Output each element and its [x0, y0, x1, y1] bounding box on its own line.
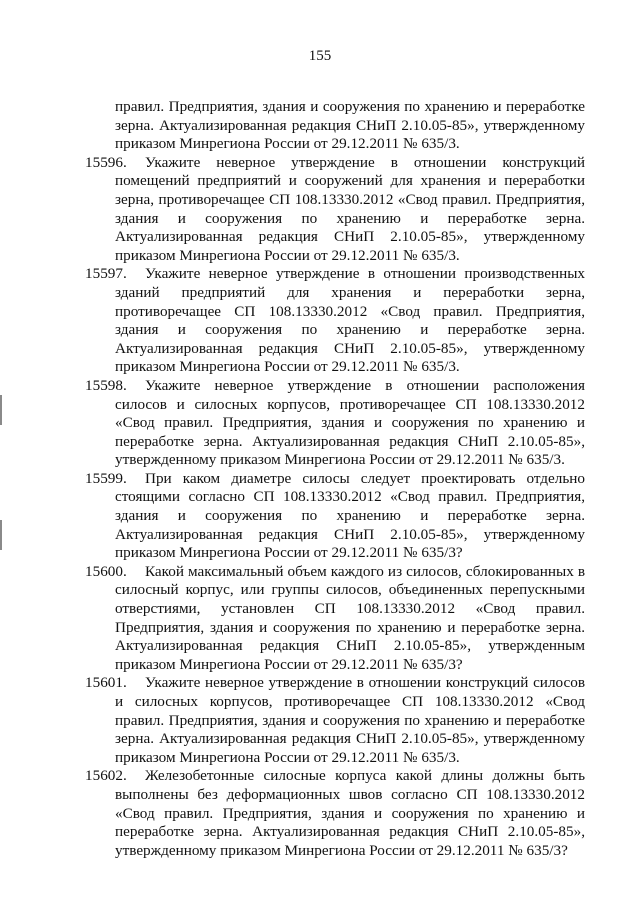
question-text: Укажите неверное утверждение в отношении расположения силосов и силосных корпусов, противоречащее СП 108.13330.2012 «Свод правил. Предприятия, здания и сооружения по хранению и переработке зерна. Актуализированная редакция СНиП 2.10.05-85», утвержденному приказом Минрегиона России от 29.12.2011 № 635/3. — [115, 376, 585, 469]
question-15596 — [85, 153, 585, 266]
question-text: Укажите неверное утверждение в отношении конструкций помещений предприятий и сооружений для хранения и переработки зерна, противоречащее СП 108.13330.2012 «Свод правил. Предприятия, здания и сооружения по хранению и переработке зерна. Актуализированная редакция СНиП 2.10.05-85», утвержденному приказом Минрегиона России от 29.12.2011 № 635/3. — [115, 153, 585, 264]
question-text: При каком диаметре силосы следует проектировать отдельно стоящими согласно СП 108.13330.2012 «Свод правил. Предприятия, здания и сооружения по хранению и переработке зерна. Актуализированная редакция СНиП 2.10.05-85», утвержденному приказом Минрегиона России от 29.12.2011 № 635/3? — [115, 469, 585, 562]
document-body — [85, 98, 585, 860]
question-text: Укажите неверное утверждение в отношении конструкций силосов и силосных корпусов, противоречащее СП 108.13330.2012 «Свод правил. Предприятия, здания и сооружения по хранению и переработке зерна. Актуализированная редакция СНиП 2.10.05-85», утвержденному приказом Минрегиона России от 29.12.2011 № 635/3. — [115, 674, 585, 766]
question-15598 — [85, 376, 585, 470]
question-number: 15599. — [85, 469, 127, 487]
question-15597 — [85, 265, 585, 377]
intro-paragraph: правил. Предприятия, здания и сооружения по хранению и переработке зерна. Актуализированная редакция СНиП 2.10.05-85», утвержденному приказом Минрегиона России от 29.12.2011 № 635/3. — [115, 98, 585, 153]
question-number: 15600. — [85, 562, 127, 580]
scan-edge-mark-bottom — [0, 520, 2, 550]
question-number: 15597. — [85, 265, 127, 283]
question-15599 — [85, 469, 585, 563]
question-15600 — [85, 562, 585, 675]
question-15601 — [85, 674, 585, 767]
question-number: 15596. — [85, 153, 127, 171]
question-text: Какой максимальный объем каждого из силосов, сблокированных в силосный корпус, или группы силосов, объединенных перепускными отверстиями, установлен СП 108.13330.2012 «Свод правил. Предприятия, здания и сооружения по хранению и переработке зерна. Актуализированная редакция СНиП 2.10.05-85», утвержденным приказом Минрегиона России от 29.12.2011 № 635/3? — [115, 562, 585, 673]
question-text: Укажите неверное утверждение в отношении производственных зданий предприятий для хранения и переработки зерна, противоречащее СП 108.13330.2012 «Свод правил. Предприятия, здания и сооружения по хранению и переработке зерна. Актуализированная редакция СНиП 2.10.05-85», утвержденному приказом Минрегиона России от 29.12.2011 № 635/3. — [115, 265, 585, 376]
question-number: 15602. — [85, 767, 127, 785]
question-15602 — [85, 767, 585, 860]
question-number: 15598. — [85, 376, 127, 394]
scan-edge-mark-top — [0, 395, 2, 425]
question-text: Железобетонные силосные корпуса какой длины должны быть выполнены без деформационных швов согласно СП 108.13330.2012 «Свод правил. Предприятия, здания и сооружения по хранению и переработке зерна. Актуализированная редакция СНиП 2.10.05-85», утвержденному приказом Минрегиона России от 29.12.2011 № 635/3? — [115, 767, 585, 859]
question-number: 15601. — [85, 674, 127, 692]
page-number: 155 — [308, 48, 332, 64]
